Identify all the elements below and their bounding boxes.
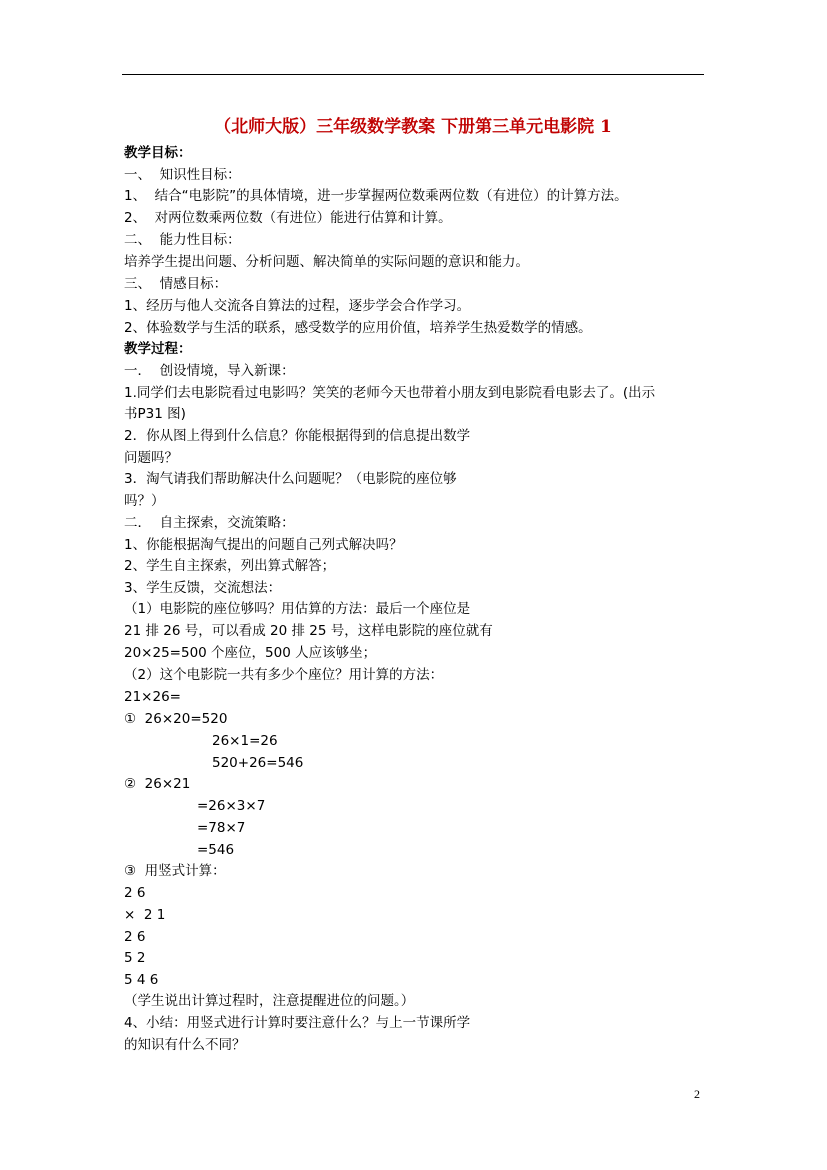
vertical-calc-row: 2 6 bbox=[124, 885, 146, 901]
emotion-goal-1: 1、经历与他人交流各自算法的过程，逐步学会合作学习。 bbox=[124, 298, 471, 314]
process-text-line: （学生说出计算过程时，注意提醒进位的问题。） bbox=[124, 993, 415, 1009]
process-text-line: 2．你从图上得到什么信息？你能根据得到的信息提出数学 bbox=[124, 428, 471, 444]
calc-method-1: ① 26×20=520 bbox=[124, 711, 228, 727]
calc-expression: 21×26= bbox=[124, 689, 181, 705]
emotion-goal-2: 2、体验数学与生活的联系，感受数学的应用价值，培养学生热爱数学的情感。 bbox=[124, 320, 592, 336]
calc-method-1-step: 26×1=26 bbox=[212, 733, 278, 749]
vertical-calc-row: 5 4 6 bbox=[124, 972, 159, 988]
knowledge-goal-2: 2、 对两位数乘两位数（有进位）能进行估算和计算。 bbox=[124, 210, 452, 226]
vertical-calc-row: × 2 1 bbox=[124, 907, 166, 923]
heading-teaching-goals: 教学目标： bbox=[124, 145, 192, 161]
process-text-line: 2、学生自主探索，列出算式解答； bbox=[124, 558, 336, 574]
process-text-line: 1、你能根据淘气提出的问题自己列式解决吗？ bbox=[124, 537, 403, 553]
calc-method-3: ③ 用竖式计算： bbox=[124, 863, 226, 879]
vertical-calc-row: 5 2 bbox=[124, 950, 146, 966]
calc-method-1-step: 520+26=546 bbox=[212, 755, 304, 771]
calc-method-2-step: =78×7 bbox=[197, 820, 246, 836]
goal-section-emotion: 三、 情感目标： bbox=[124, 276, 228, 292]
process-text-line: 3、学生反馈，交流想法： bbox=[124, 580, 282, 596]
calc-method-2: ② 26×21 bbox=[124, 776, 191, 792]
header-rule bbox=[122, 74, 704, 75]
process-text-line: 的知识有什么不同？ bbox=[124, 1037, 246, 1053]
process-text-line: 20×25=500 个座位，500 人应该够坐； bbox=[124, 645, 377, 661]
heading-teaching-process: 教学过程： bbox=[124, 341, 192, 357]
process-text-line: （1）电影院的座位够吗？用估算的方法：最后一个座位是 bbox=[124, 601, 471, 617]
goal-section-knowledge: 一、 知识性目标： bbox=[124, 167, 241, 183]
process-text-line: 3．淘气请我们帮助解决什么问题呢？（电影院的座位够 bbox=[124, 471, 457, 487]
process-text-line: 吗？） bbox=[124, 493, 165, 509]
process-text-line: （2）这个电影院一共有多少个座位？用计算的方法： bbox=[124, 667, 444, 683]
process-text-line: 4、小结：用竖式进行计算时要注意什么？与上一节课所学 bbox=[124, 1015, 471, 1031]
page-number: 2 bbox=[694, 1087, 700, 1101]
calc-method-2-step: =546 bbox=[197, 842, 235, 858]
process-text-line: 1.同学们去电影院看过电影吗？笑笑的老师今天也带着小朋友到电影院看电影去了。(出示 bbox=[124, 385, 656, 401]
process-step-2-heading: 二． 自主探索，交流策略： bbox=[124, 515, 295, 531]
vertical-calc-row: 2 6 bbox=[124, 929, 146, 945]
process-text-line: 21 排 26 号，可以看成 20 排 25 号，这样电影院的座位就有 bbox=[124, 623, 493, 639]
knowledge-goal-1: 1、 结合“电影院”的具体情境，进一步掌握两位数乘两位数（有进位）的计算方法。 bbox=[124, 188, 628, 204]
document-title: （北师大版）三年级数学教案 下册第三单元电影院 1 bbox=[214, 117, 612, 137]
process-text-line: 书P31 图) bbox=[124, 406, 186, 422]
ability-goal: 培养学生提出问题、分析问题、解决简单的实际问题的意识和能力。 bbox=[124, 254, 529, 270]
process-step-1-heading: 一． 创设情境，导入新课： bbox=[124, 363, 295, 379]
calc-method-2-step: =26×3×7 bbox=[197, 798, 266, 814]
goal-section-ability: 二、 能力性目标： bbox=[124, 232, 241, 248]
process-text-line: 问题吗？ bbox=[124, 450, 178, 466]
